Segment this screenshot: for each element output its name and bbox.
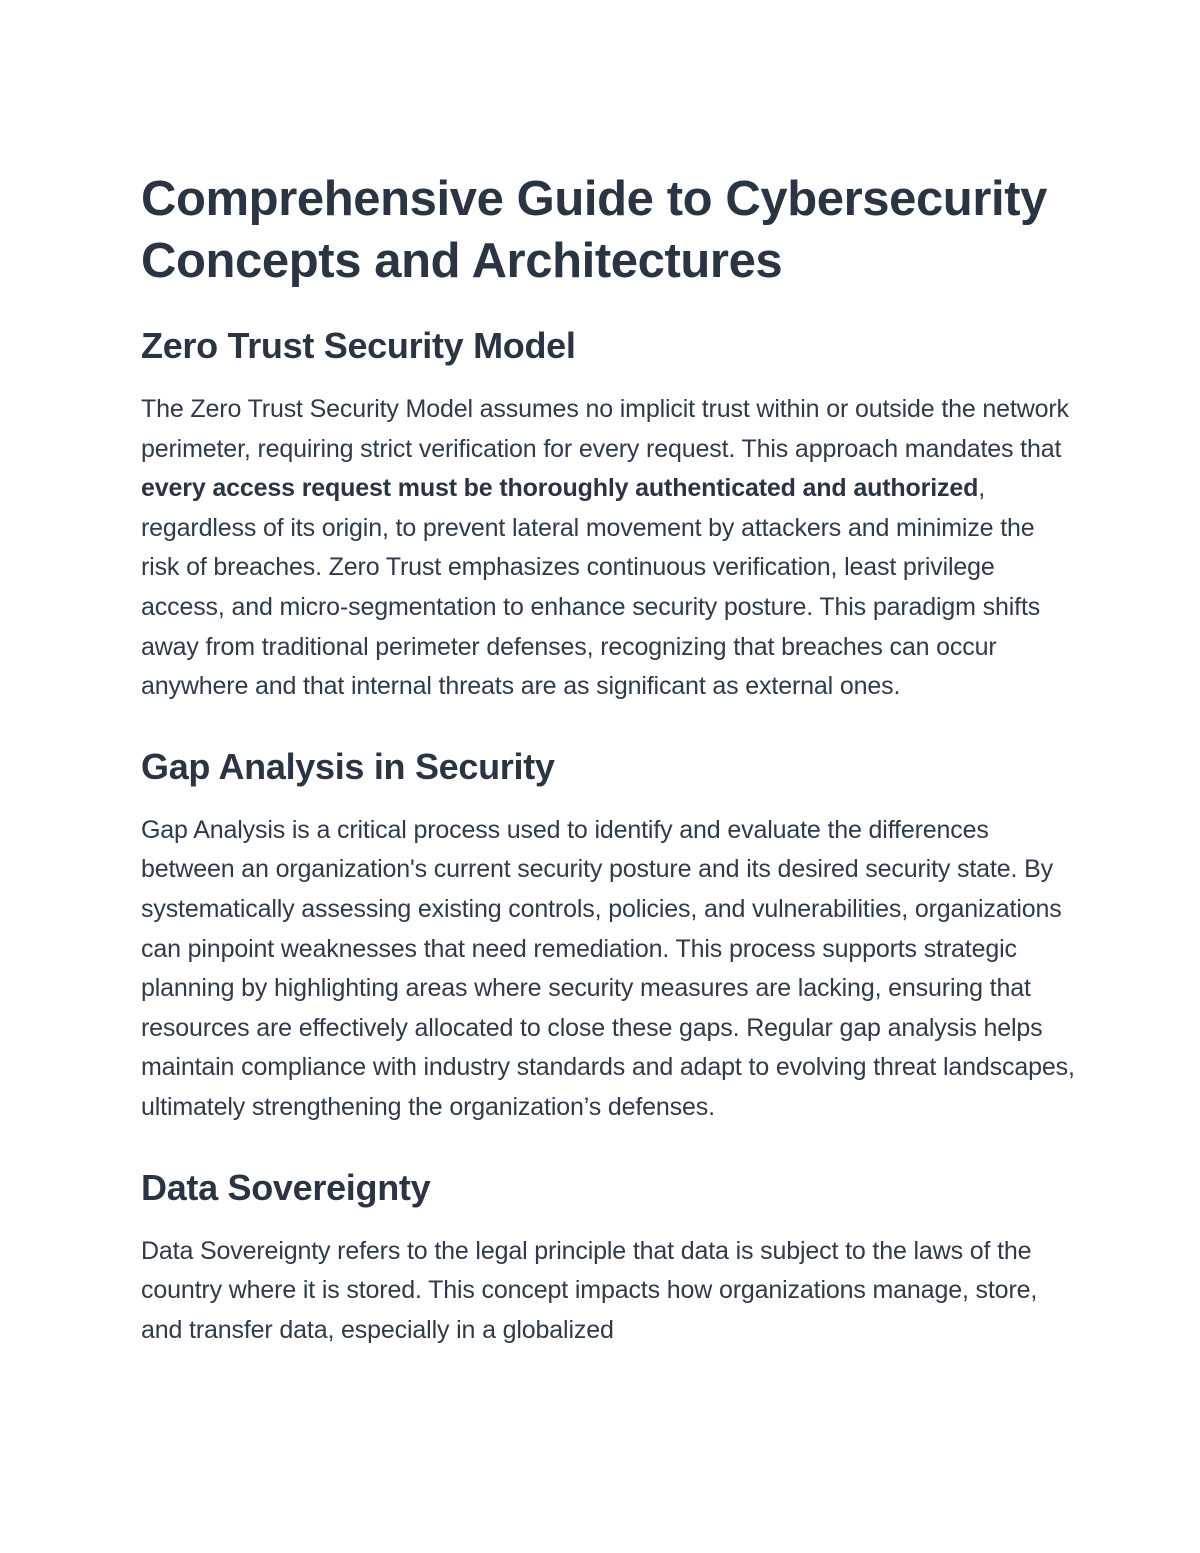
section-heading-gap-analysis: Gap Analysis in Security — [141, 745, 555, 787]
section-paragraph-zero-trust — [141, 390, 1076, 707]
paragraph-bold-text: every access request must be thoroughly authenticated and authorized — [141, 474, 979, 503]
document-title-line-2: Concepts and Architectures — [141, 234, 783, 288]
section-heading-zero-trust: Zero Trust Security Model — [141, 325, 576, 366]
document-content — [141, 168, 1076, 1350]
paragraph-text-before-bold: The Zero Trust Security Model assumes no implicit trust within or outside the network perimeter, requiring strict verification for every request. This approach mandates that — [141, 395, 1069, 463]
document-title — [141, 168, 1076, 292]
section-paragraph-gap-analysis: Gap Analysis is a critical process used to identify and evaluate the differences between an organization's current security posture and its desired security state. By systematically assessing existing controls, policies, and vulnerabilities, organizations can pinpoint weaknesses that need remediation. This process supports strategic planning by highlighting areas where security measures are lacking, ensuring that resources are effectively allocated to close these gaps. Regular gap analysis helps maintain compliance with industry standards and adapt to evolving threat landscapes, ultimately strengthening the organization’s defenses. — [141, 815, 1075, 1121]
section-heading-data-sovereignty: Data Sovereignty — [141, 1166, 431, 1208]
section-paragraph-data-sovereignty: Data Sovereignty refers to the legal principle that data is subject to the laws of the country where it is stored. This concept impacts how organizations manage, store, and transfer data, especially in a globalized — [141, 1236, 1038, 1344]
document-title-line-1: Comprehensive Guide to Cybersecurity — [141, 172, 1047, 226]
paragraph-text-after-bold: , regardless of its origin, to prevent lateral movement by attackers and minimize the risk of breaches. Zero Trust emphasizes continuous verification, least privilege access, and micro-segmentation to enhance security posture. This paradigm shifts away from traditional perimeter defenses, recognizing that breaches can occur anywhere and that internal threats are as significant as external ones. — [141, 474, 1041, 701]
